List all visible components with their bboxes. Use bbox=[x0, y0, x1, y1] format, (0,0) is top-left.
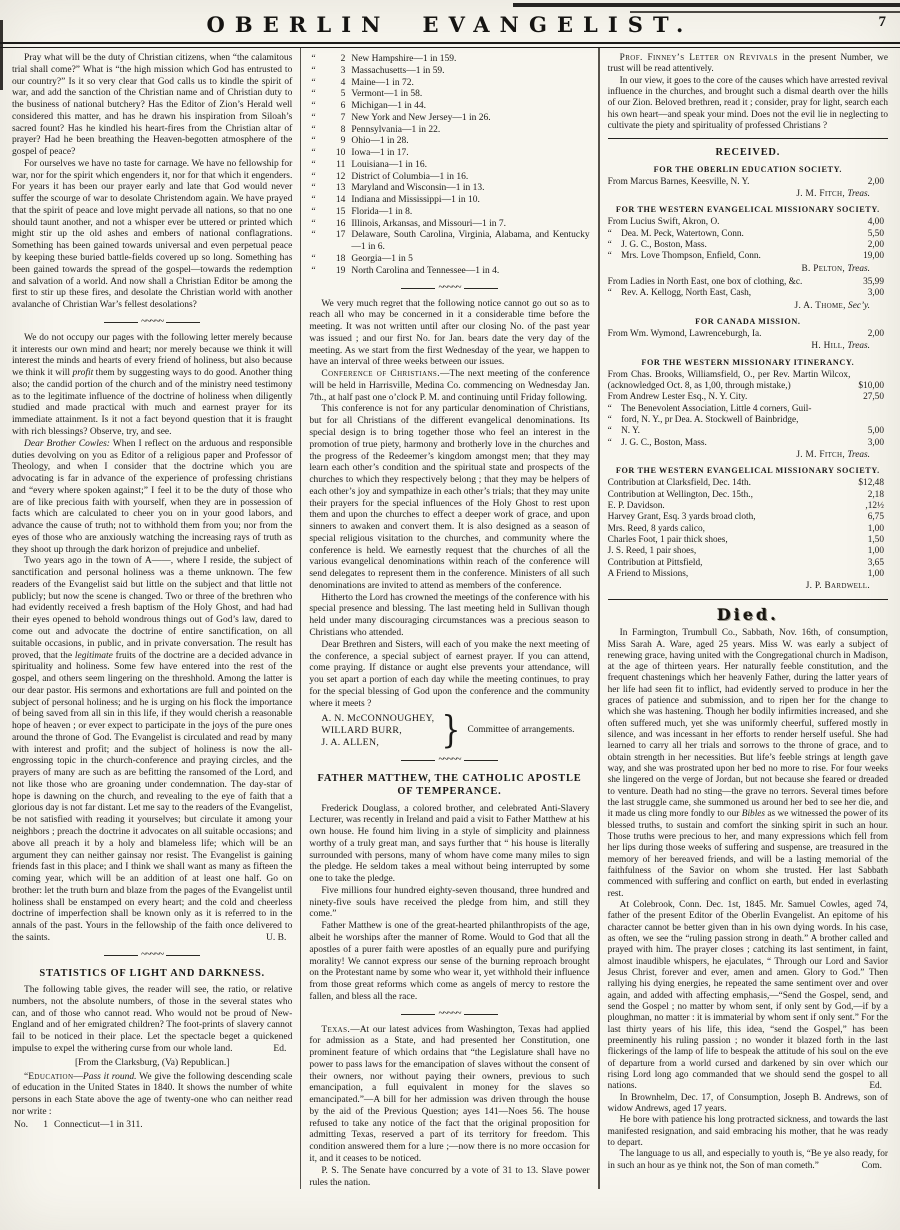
donor-entry: Contribution at Wellington, Dec. 15th., bbox=[607, 489, 753, 500]
list-item bbox=[309, 78, 589, 90]
list-item bbox=[309, 183, 589, 195]
smallcaps-text: Conference of Christians. bbox=[321, 369, 441, 380]
ditto-mark: “ bbox=[311, 171, 316, 182]
state-ratio: Connecticut—1 in 311. bbox=[54, 1119, 143, 1130]
state-ratio: Illinois, Arkansas, and Missouri—1 in 7. bbox=[351, 218, 506, 229]
paragraph bbox=[608, 900, 888, 1093]
officer-name: J. A. Thome, bbox=[794, 300, 846, 311]
divider-wave: ~~~~~ bbox=[438, 754, 461, 766]
committee-member: WILLARD BURR, bbox=[321, 724, 402, 736]
paragraph bbox=[309, 640, 589, 711]
officer-signature bbox=[608, 581, 888, 592]
amount: ,12½ bbox=[865, 501, 884, 512]
ledger-row bbox=[608, 478, 888, 489]
body-text: When I reflect on the arduous and responsible duties devolving on you as Editor of a religious paper and Professor of Theology, and when I consider that the doctrine which you are advocating is far in advance of the experience of professing christians and “every where spoken against;” I feel it to be the duty of those who are of like precious faith with yourself, when they are in possession of facts which are calculated to cheer you on in your good labors, and advance the cause of truth; not to withhold them from you; nor from the eyes of those who are anxiously watching the increasing rays of truth as they shoot up through the dark horizon of prejudice and unbelief. bbox=[12, 438, 293, 555]
list-item bbox=[309, 266, 589, 278]
state-ratio: Vermont—1 in 58. bbox=[351, 89, 423, 100]
section-divider bbox=[12, 951, 292, 960]
rank-number: 5 bbox=[340, 89, 346, 100]
list-item bbox=[309, 125, 589, 137]
amount: 4,00 bbox=[867, 217, 884, 228]
body-text: He bore with patience his long protracted sickness, and towards the last manifested resignation, and said embracing his mother, that he was ready to depart. bbox=[607, 1115, 888, 1148]
officer-signature bbox=[608, 264, 888, 275]
amount: 6,75 bbox=[867, 512, 884, 523]
statistics-list bbox=[12, 1120, 292, 1132]
officer-name: H. Hill, bbox=[811, 341, 845, 352]
smallcaps-text: Texas. bbox=[321, 1024, 351, 1035]
body-text: Father Matthew is one of the great-hearted philanthropists of the age, albeit he worships after the manner of Rome. Would to God that all the apostles of a purer faith were apostles of an equally pure and purifying morality! We cannot express our sense of the burning reproach brought on the Protestant name by some who wear it, yet withhold their influence from those great reforms which come as angels of mercy to restore the fallen, and bless all the race. bbox=[309, 921, 590, 1002]
paragraph bbox=[309, 921, 589, 1003]
ditto-mark: “ bbox=[311, 54, 316, 64]
committee-label: Committee of arrangements. bbox=[467, 725, 575, 736]
column-left bbox=[4, 48, 300, 1189]
list-item bbox=[309, 113, 589, 125]
divider-dash bbox=[401, 288, 435, 289]
divider-wave: ~~~~~ bbox=[141, 949, 164, 961]
paragraph bbox=[12, 556, 292, 944]
rank-number: 10 bbox=[335, 148, 346, 159]
ledger-row bbox=[608, 512, 888, 523]
body-text: Five millions four hundred eighty-seven thousand, three hundred and ninety-five souls have received the pledge from him, and still they come.” bbox=[309, 885, 590, 920]
donor-entry: From Wm. Wymond, Lawrenceburgh, Ia. bbox=[607, 329, 762, 340]
state-ratio: Pennsylvania—1 in 22. bbox=[351, 124, 441, 135]
ditto-mark: “ bbox=[311, 136, 316, 147]
body-text: P. S. The Senate have concurred by a vote of 31 to 13. Slave power rules the nation. bbox=[309, 1165, 590, 1188]
section-divider bbox=[12, 318, 292, 327]
amount: 19,00 bbox=[863, 251, 884, 262]
body-text: “ bbox=[24, 1071, 29, 1082]
divider-dash bbox=[464, 288, 498, 289]
ditto-mark: “ bbox=[311, 124, 316, 135]
ditto-mark: No. bbox=[14, 1119, 28, 1130]
ditto-mark: “ bbox=[311, 159, 316, 170]
ledger-row bbox=[608, 217, 888, 228]
ledger-row bbox=[608, 569, 888, 580]
newspaper-title: OBERLIN EVANGELIST. bbox=[206, 12, 694, 37]
donor-entry: Contribution at Pittsfield, bbox=[607, 557, 703, 568]
amount: 1,00 bbox=[867, 546, 884, 557]
italic-text: legitimate bbox=[74, 650, 113, 661]
donor-entry: Contribution at Clarksfield, Dec. 14th. bbox=[607, 478, 751, 489]
paragraph bbox=[309, 886, 589, 921]
state-ratio: Iowa—1 in 17. bbox=[351, 148, 409, 159]
article-heading: RECEIVED. bbox=[715, 147, 781, 159]
state-ratio: Michigan—1 in 44. bbox=[351, 101, 427, 112]
divider-dash bbox=[464, 1014, 498, 1015]
divider-dash bbox=[401, 1014, 435, 1015]
italic-text: profit bbox=[72, 368, 94, 379]
divider-dash bbox=[464, 760, 498, 761]
amount: 5,50 bbox=[867, 228, 884, 239]
donor-entry: Mrs. Reed, 8 yards calico, bbox=[607, 523, 705, 534]
fund-heading: FOR THE WESTERN EVANGELICAL MISSIONARY SOCIETY. bbox=[615, 466, 880, 476]
credit-line: [From the Clarksburg, (Va) Republican.] bbox=[74, 1057, 230, 1068]
state-ratio: Florida—1 in 8. bbox=[351, 206, 413, 217]
body-text: We very much regret that the following notice cannot go out so as to reach all who may be concerned in it a considerable time before the meeting. It was not written until after our closing No. of the past year was issued ; and our first No. for Jan. bears date the very day of the meeting. As we start from the first Wednesday of the year, we happen to have an interval of three weeks between our issues. bbox=[309, 298, 590, 368]
list-item bbox=[309, 254, 589, 266]
body-text: This conference is not for any particular denomination of Christians, but for all Christians of the different evangelical denominations. Its special design is to bring together those who feel an interest in the promotion of true piety, harmony and brotherly love in the churches and the progress of the Redeemer’s kingdom amongst men; that they may learn each other’s condition and the spiritual state and prospects of the churches to which they respectively belong ; that they may be helpers of each other’s joy and sympathize in each other’s trials; that they may unite their prayers for the special influences of the Holy Ghost to rest upon them and upon the churches to effect a deeper work of grace, and upon sinners to awaken and convert them. It is also designed as a season of special religious visitation to the churches, and community where the conference is held. We earnestly request that the churches of all the various evangelical denominations within reach of the conference will send delegates to represent them in the conference. Ministers of all such denominations are invited to attend as members of the conference. bbox=[309, 404, 590, 591]
amount: 1,50 bbox=[867, 535, 884, 546]
column-layout bbox=[0, 48, 900, 1189]
ledger-row bbox=[608, 524, 888, 535]
state-ratio: North Carolina and Tennessee—1 in 4. bbox=[351, 265, 500, 276]
rank-number: 17 bbox=[335, 230, 346, 241]
state-ratio: Louisiana—1 in 16. bbox=[351, 159, 428, 170]
died-heading: Died. bbox=[716, 604, 779, 624]
officer-signature bbox=[608, 189, 888, 200]
body-text: Dear Brethren and Sisters, will each of you make the next meeting of the conference, a special subject of earnest prayer. If you can attend, come praying. If distance or aught else prevents your attendance, will you set apart a portion of each day while the meeting continues, to pray for the special blessing of God upon the conference and the community where it meets ? bbox=[309, 639, 590, 709]
masthead-rule bbox=[0, 42, 900, 48]
donor-entry: E. P. Davidson. bbox=[607, 501, 665, 512]
amount: $10,00 bbox=[858, 381, 884, 392]
divider-dash bbox=[401, 760, 435, 761]
italic-text: Pass it round. bbox=[82, 1071, 137, 1082]
body-text: as we witnessed the power of its blessed truths, to sustain and comfort the sinking spirit in such an hour. Those truths were precious to her, and many expressions which fell from her lips during those weeks of suffering and suspense, are treasured in the memory of her bereaved friends, and will be a lasting memorial of the faithfulness of the Savior on whom she trusted. Her last Sabbath commenced with suffering and conflict on earth, but ended in everlasting rest. bbox=[607, 809, 888, 899]
list-item bbox=[309, 101, 589, 113]
paragraph bbox=[309, 299, 589, 370]
committee-names bbox=[321, 713, 434, 750]
body-text: We give the following descending scale of education in the United States in 1840. It shows the number of white persons in each State above the age of twenty-one who can neither read nor write : bbox=[12, 1071, 293, 1117]
ledger-row bbox=[608, 558, 888, 569]
ledger-row bbox=[608, 177, 888, 188]
italic-text: Bibles bbox=[741, 809, 766, 820]
body-text: Pray what will be the duty of Christian citizens, when “the calamitous trial shall come?” What is “the high mission which God has entrusted to our country?” Is it so very clear that God calls us to kindle the spirit of war, and add the sanction of the Christian name and of Christian duty to the business of national butchery? Has the Editor of Zion’s Herald well considered this matter, and has he drawn his inspiration from Siloah’s sacred fount? Has he kindled his heart-fires from the Christian altar of prayer? Had he been breathing the Heaven-begotten atmosphere of the gospel of peace? bbox=[12, 53, 293, 158]
rank-number: 11 bbox=[336, 159, 346, 170]
amount: 2,00 bbox=[867, 329, 884, 340]
body-text: Two years ago in the town of A——, where I reside, the subject of sanctification and personal holiness was a theme unknown. The few readers of the Evangelist said but little on the subject and that little not publicly; but now the scene is changed. Two or three of the brethren who had evidently received a fresh baptism of the Holy Ghost, and had had their eyes opened to behold wondrous things out of God’s law, dared to come out and advocate the doctrine of entire sanctification, on all suitable occasions, in public, and in private conversation. The result has proved, that the bbox=[12, 556, 293, 661]
ditto-mark: “ bbox=[311, 254, 316, 265]
body-text: Hitherto the Lord has crowned the meetings of the conference with his special presence and blessing. The last meeting held in Sullivan though held under many discouraging circumstances was a precious season to Christians who attended. bbox=[309, 592, 590, 638]
paragraph bbox=[309, 1166, 589, 1190]
smallcaps-text: Education bbox=[28, 1071, 74, 1082]
committee-block bbox=[321, 708, 589, 753]
officer-signature bbox=[608, 341, 888, 352]
amount: 2,18 bbox=[867, 489, 884, 500]
amount: 1,00 bbox=[867, 569, 884, 579]
paragraph bbox=[608, 53, 888, 76]
ditto-mark: “ bbox=[311, 89, 316, 100]
list-item bbox=[309, 195, 589, 207]
amount: 3,00 bbox=[867, 288, 884, 299]
body-text: The following table gives, the reader will see, the ratio, or relative numbers, not the absolute numbers, of those in the several states who can, and of those who cannot read. Who would not be proud of New-England and of her emigrated children? The foot-prints of slavery cannot fail to be noticed in their place. Let the spectacle beget a quickened impulse to expel the withering curse from our whole land. bbox=[12, 985, 293, 1054]
officer-title: Sec’y. bbox=[845, 300, 870, 311]
donor-entry: “ The Benevolent Association, Little 4 corners, Guil- bbox=[607, 403, 812, 414]
ditto-mark: “ bbox=[311, 112, 316, 123]
ledger-row bbox=[608, 288, 888, 299]
divider-dash bbox=[104, 322, 138, 323]
body-text: We do not occupy our pages with the following letter merely because it interests our own mind and heart; nor merely because we think it will interest the minds and hearts of every friend of holiness, but also because we think it will bbox=[12, 332, 293, 379]
ledger-row bbox=[608, 501, 888, 512]
body-text: —At our latest advices from Washington, Texas had applied for admission as a State, and had presented her Constitution, one prominent feature of which ordains that “the Legislature shall have no power to pass laws for the emancipation of slaves without the consent of their owners, nor without paying their owners, previous to such emancipation, a full equivalent in money for the slaves so emancipated.”—A bill for her admission was driven through the house by the aid of the Previous Question; ayes 141—Noes 56. The house refused to take any notice of the fact that the original proposition for admitting Texas, reserved a part of its territory for freedom. This condition answered them for a lure ;—now there is no more occasion for it, and it ceases to be noticed. bbox=[309, 1024, 590, 1164]
rank-number: 15 bbox=[335, 206, 346, 217]
ledger-row bbox=[608, 546, 888, 557]
donor-entry: “ ford, N. Y., pr Dea. A. Stockwell of Bainbridge, bbox=[607, 415, 799, 426]
body-text: In Brownhelm, Dec. 17, of Consumption, Joseph B. Andrews, son of widow Andrews, aged 17 years. bbox=[607, 1092, 888, 1114]
officer-title: Treas. bbox=[845, 263, 870, 274]
ditto-mark: “ bbox=[311, 265, 316, 276]
amount: 3,00 bbox=[867, 437, 884, 448]
masthead bbox=[0, 0, 900, 48]
author-initials: U. B. bbox=[266, 932, 287, 943]
paragraph bbox=[608, 1115, 888, 1149]
rank-number: 8 bbox=[340, 124, 346, 135]
brace-glyph: } bbox=[441, 708, 461, 753]
officer-name: J. P. Bardwell. bbox=[805, 581, 870, 592]
ditto-mark: “ bbox=[311, 65, 316, 76]
state-ratio: Massachusetts—1 in 59. bbox=[351, 65, 445, 76]
horizontal-rule bbox=[608, 599, 888, 600]
rank-number: 16 bbox=[335, 218, 346, 229]
state-ratio: Delaware, South Carolina, Virginia, Alabama, and Kentucky—1 in 6. bbox=[351, 230, 590, 253]
body-text: For ourselves we have no taste for carnage. We have no fellowship for war, nor for the spirit which engenders it, nor for that which it engenders. For years it has been our prayer early and late that God would never suffer the scourge of war to desolate Christendom again. We have prayed that the spirit of peace and love might pervade all nations, so that no one should taunt another, and not a whisper ever be uttered or printed which might stir up the old ashes and embers of national conflagrations. Something has been gained towards universal and even perpetual peace by keeping these buried battle-fields covered up so long. Something has been gained towards the spread of the gospel—towards the redemption and salvation of a world. And now shall a Christian Editor be among the first to stir up these fires, and desolate the Christian world with another avalanche of Christian War’s fellest desolations? bbox=[12, 158, 293, 311]
paragraph bbox=[12, 439, 292, 557]
list-item bbox=[309, 172, 589, 184]
author-initials: Ed. bbox=[273, 1044, 287, 1054]
donor-entry: “ J. G. C., Boston, Mass. bbox=[607, 240, 707, 251]
list-item bbox=[309, 207, 589, 219]
paragraph bbox=[12, 985, 292, 1056]
ledger-row bbox=[608, 415, 888, 426]
ditto-mark: “ bbox=[311, 183, 316, 194]
rank-number: 9 bbox=[340, 136, 346, 147]
list-item bbox=[309, 66, 589, 78]
paragraph bbox=[608, 1093, 888, 1116]
section-divider bbox=[309, 756, 589, 765]
rank-number: 18 bbox=[335, 254, 346, 265]
list-item bbox=[309, 136, 589, 148]
paragraph bbox=[608, 628, 888, 900]
state-ratio: Georgia—1 in 5 bbox=[351, 254, 413, 265]
divider-dash bbox=[166, 955, 200, 956]
section-divider bbox=[309, 1010, 589, 1019]
amount: 2,00 bbox=[867, 176, 884, 187]
rank-number: 7 bbox=[340, 112, 346, 123]
state-ratio: New Hampshire—1 in 159. bbox=[351, 54, 457, 64]
fund-heading: FOR CANADA MISSION. bbox=[695, 317, 801, 327]
amount: 27,50 bbox=[863, 392, 884, 403]
donor-entry: J. S. Reed, 1 pair shoes, bbox=[607, 546, 697, 557]
committee-member: J. A. ALLEN, bbox=[321, 737, 380, 749]
ledger-row bbox=[608, 426, 888, 437]
donor-entry: From Ladies in North East, one box of clothing, &c. bbox=[607, 277, 803, 288]
state-ratio: Maryland and Wisconsin—1 in 13. bbox=[351, 183, 485, 194]
donor-entry: From Andrew Lester Esq., N. Y. City. bbox=[607, 392, 748, 403]
state-ratio: Indiana and Mississippi—1 in 10. bbox=[351, 195, 480, 206]
donor-entry: “ Dea. M. Peck, Watertown, Conn. bbox=[607, 228, 744, 239]
officer-signature bbox=[608, 450, 888, 461]
author-initials: Ed. bbox=[869, 1081, 882, 1092]
ledger-row bbox=[608, 251, 888, 262]
donor-entry: From Chas. Brooks, Williamsfield, O., per Rev. Martin Wilcox, (acknowledged Oct. 8, as 1,00, through mistake,) bbox=[607, 369, 853, 392]
author-initials: Com. bbox=[861, 1160, 882, 1171]
officer-name: J. M. Fitch, bbox=[796, 450, 845, 461]
ledger-row bbox=[608, 392, 888, 403]
donor-entry: Harvey Grant, Esq. 3 yards broad cloth, bbox=[607, 512, 756, 523]
ledger-row bbox=[608, 535, 888, 546]
donor-entry: “ Rev. A. Kellogg, North East, Cash, bbox=[607, 288, 752, 299]
rank-number: 4 bbox=[340, 77, 346, 88]
amount: 1,00 bbox=[867, 523, 884, 534]
italic-text: Dear Brother Cowles: bbox=[24, 438, 110, 449]
body-text: — bbox=[73, 1071, 83, 1082]
section-divider bbox=[309, 284, 589, 293]
amount: 3,65 bbox=[867, 557, 884, 568]
rank-number: 2 bbox=[340, 54, 346, 64]
ditto-mark: “ bbox=[311, 101, 316, 112]
amount: 2,00 bbox=[867, 240, 884, 251]
column-middle bbox=[300, 48, 597, 1189]
body-text: —The next meeting of the conference will be held in Harrisville, Medina Co. commencing on Wednesday Jan. 7th., at half past one o’clock P. M. and continuing until Friday following. bbox=[309, 369, 590, 403]
paragraph bbox=[309, 1025, 589, 1166]
body-text: In Farmington, Trumbull Co., Sabbath, Nov. 16th, of consumption, Miss Sarah A. Ware, aged 25 years. Miss W. was early a subject of renewing grace, having united with the Congregational church in Madison, at the age of thirteen years. Her naturally feeble constitution, and the frequent chastenings which her heavenly Father, during the latter years of her life had seen fit to inflict, had evidently served to produce in her the graces of patience and submission, and to ripen her for the change to which she was hastening. Though her bodily infirmities increased, and she often suffered much, yet she was uniformly cheerful, suffered mostly in silence, and was incessant in her efforts to render herself useful. She had learned to carry all her trials and sorrows to the throne of grace, and to obtain strength in her necessities. But life’s feeble strings at length gave way, and she was prostrated upon her bed no more to rise. For four weeks she lingered on the verge of Jordan, but not because she feared or dreaded to venture. Death had no sting—the grave no terrors. Several times before the last struggle came, she summoned us around her bed to see her die, and it made us cling more fondly to our bbox=[607, 628, 888, 820]
paragraph bbox=[12, 1072, 292, 1119]
horizontal-rule bbox=[608, 138, 888, 139]
state-ratio: District of Columbia—1 in 16. bbox=[351, 171, 469, 182]
ditto-mark: “ bbox=[311, 206, 316, 217]
committee-member: A. N. McCONNOUGHEY, bbox=[321, 712, 435, 724]
ditto-mark: “ bbox=[311, 218, 316, 229]
paragraph bbox=[309, 369, 589, 404]
page-number: 7 bbox=[878, 14, 886, 30]
officer-signature bbox=[608, 301, 888, 312]
ditto-mark: “ bbox=[311, 77, 316, 88]
column-right bbox=[598, 48, 896, 1189]
divider-dash bbox=[166, 322, 200, 323]
paragraph bbox=[309, 404, 589, 592]
list-item bbox=[12, 1120, 292, 1132]
donor-entry: From Lucius Swift, Akron, O. bbox=[607, 217, 720, 228]
body-text: In our view, it goes to the core of the causes which have arrested revival influence in the churches, and brought such a dismal dearth over the hills of our Zion. Beloved brethren, read it ; consider, pray for light, search each his own heart—and speak your mind. Does not the evil lie in neglecting to cultivate the piety and spirituality of professed Christians ? bbox=[607, 75, 888, 131]
rank-number: 6 bbox=[340, 101, 346, 112]
ledger-row bbox=[608, 370, 888, 393]
donor-entry: “ J. G. C., Boston, Mass. bbox=[607, 437, 707, 448]
paragraph bbox=[12, 159, 292, 312]
paragraph bbox=[309, 804, 589, 886]
list-item bbox=[309, 219, 589, 231]
amount: $12,48 bbox=[858, 478, 884, 489]
paragraph bbox=[12, 333, 292, 439]
fund-heading: FOR THE OBERLIN EDUCATION SOCIETY. bbox=[653, 164, 842, 174]
paragraph bbox=[309, 593, 589, 640]
body-text: them by suggesting ways to do good. Another thing also; the candid portion of the church and of the ministry need testimony as to the legitimate influence of the doctrine of holiness when diligently studied and made practical with much and earnest prayer for its immediate attainment. Is it not a fact beyond question that it is fraught with rich blessings? Observe, try, and see. bbox=[12, 368, 293, 437]
list-item bbox=[309, 89, 589, 101]
officer-title: Treas. bbox=[845, 341, 870, 352]
list-item bbox=[309, 54, 589, 66]
donor-entry: “ Mrs. Love Thompson, Enfield, Conn. bbox=[607, 251, 761, 262]
donor-entry: Charles Foot, 1 pair thick shoes, bbox=[607, 535, 728, 546]
smallcaps-text: Prof. Finney’s Letter on Revivals bbox=[619, 53, 778, 63]
ditto-mark: “ bbox=[311, 148, 316, 159]
divider-dash bbox=[104, 955, 138, 956]
officer-name: B. Pelton, bbox=[801, 263, 845, 274]
ditto-mark: “ bbox=[311, 195, 316, 206]
statistics-list bbox=[309, 54, 589, 278]
rank-number: 14 bbox=[335, 195, 346, 206]
state-ratio: Maine—1 in 72. bbox=[351, 77, 414, 88]
rank-number: 3 bbox=[340, 65, 346, 76]
body-text: Frederick Douglass, a colored brother, and celebrated Anti-Slavery Lecturer, was recently in Ireland and paid a visit to Father Matthew at his own house. He found him living in a style of simplicity and plainness worthy of a truly great man, and says further that “ his house is literally surrounded with persons, many of whom have come many miles to sign the pledge. He seldom takes a meal without being interrupted by some one to take the pledge. bbox=[309, 803, 590, 885]
body-text: fruits of the doctrine are a decided advance in spirituality and holiness. Some few have entered into the rest of the gospel, and others seem lingering on the threshhold. Among the latter is our dear pastor. His sermons and exhortations are full and pointed on the subject of personal holiness; and he is urging on his flock the importance of being saved from all sin in this life, if they would cherish a reasonable hope of heaven ; or ever expect to participate in the joys of the pure ones around the throne of God. The Evangelist is circulated and read by many with interest and profit; and the subject of holiness is now the all-engrossing topic in the church-conference and praying circles, and the prayers of many are such as are befitting the ransomed of the Lord, and not like those who are groaning under condemnation. The day-star of hope is dawning on the church, and revealing to the eye of faith that a glorious day is not far distant. Let me say to the readers of the Evangelist, be not satisfied with reading it yourselves; but circulate it among your neighbors ; preach the doctrine it advocates on all suitable occasions; and above all preach it by a holy and blameless life; which will be an argument they can neither gainsay nor resist. The Evangelist is gaining friends fast in this place; and I think we shall want as many as fifteen the coming year, which will be an addition of at least one half. Go on brother: let the truth burn and blaze from the pages of the Evangelist until holiness shall be enstamped on every heart; and the cold and cheerless doctrine of imperfection shall be known only as it is referred to in the annals of the past. Yours in the fellowship of the faith once delivered to the saints. bbox=[12, 650, 293, 943]
officer-title: Treas. bbox=[845, 189, 870, 200]
list-item bbox=[309, 230, 589, 254]
body-text: At Colebrook, Conn. Dec. 1st, 1845. Mr. Samuel Cowles, aged 74, father of the present Editor of the Oberlin Evangelist. An epitome of his character cannot be better given than in his own dying words. In his case, as often, we see the “ruling passion strong in death.” A brother called and prayed with him. The prayer closes ; catching its last sentiment, in faint, almost inaudible whispers, he ejaculates, “ Through our Lord and Savior Jesus Christ, forever and ever, amen and amen. Glory to God.” Then rallying his dying energies, he repeated the same sentiment over and over again, and added with affecting emphasis,—“Send the Gospel, send, and send the Gospel ; no matter by whom sent, if only sent by God,—if by a ploughman, no matter : it is immaterial by whom sent if only sent.” For the last thirty years of his life, this idea, “send the Gospel,” has been preeminently his ruling passion ; no wonder it blazed forth in the last flickerings of the lamp of life to bespeak the attitude of his soul on the eve of departure from a world cursed and darkened by sin over which our rising Lord long ago commanded that we should send the gospel to all nations. bbox=[607, 900, 888, 1092]
body-text: in the present Number, we trust will be read attentively. bbox=[607, 53, 888, 75]
donor-entry: “ N. Y. bbox=[607, 426, 640, 437]
amount: 35,99 bbox=[863, 277, 884, 288]
rank-number: 13 bbox=[335, 183, 346, 194]
ledger-row bbox=[608, 277, 888, 288]
state-ratio: Ohio—1 in 28. bbox=[351, 136, 409, 147]
divider-wave: ~~~~~ bbox=[438, 1008, 461, 1020]
rank-number: 12 bbox=[335, 171, 346, 182]
list-item bbox=[309, 160, 589, 172]
officer-name: J. M. Fitch, bbox=[796, 189, 845, 200]
donor-entry: From Marcus Barnes, Keesville, N. Y. bbox=[607, 176, 750, 187]
ledger-row bbox=[608, 490, 888, 501]
paragraph bbox=[12, 53, 292, 159]
amount: 5,00 bbox=[867, 426, 884, 437]
ditto-mark: “ bbox=[311, 230, 316, 241]
divider-wave: ~~~~~ bbox=[438, 282, 461, 294]
donor-entry: A Friend to Missions, bbox=[607, 569, 689, 579]
ledger-row bbox=[608, 404, 888, 415]
fund-heading: FOR THE WESTERN EVANGELICAL MISSIONARY SOCIETY. bbox=[615, 205, 880, 215]
rank-number: 1 bbox=[43, 1119, 48, 1130]
fund-heading: FOR THE WESTERN MISSIONARY ITINERANCY. bbox=[641, 357, 855, 367]
list-item bbox=[309, 148, 589, 160]
ledger-row bbox=[608, 229, 888, 240]
article-heading: STATISTICS OF LIGHT AND DARKNESS. bbox=[39, 967, 265, 979]
rank-number: 19 bbox=[335, 265, 346, 276]
paragraph bbox=[608, 76, 888, 133]
body-text: The language to us all, and especially to youth is, “Be ye also ready, for in such an hour as ye think not, the Son of man cometh.” bbox=[607, 1149, 888, 1171]
divider-wave: ~~~~~ bbox=[141, 316, 164, 328]
article-heading: FATHER MATTHEW, THE CATHOLIC APOSTLE OF TEMPERANCE. bbox=[317, 772, 582, 798]
paragraph bbox=[608, 1149, 888, 1172]
state-ratio: New York and New Jersey—1 in 26. bbox=[351, 112, 491, 123]
ledger-row bbox=[608, 329, 888, 340]
ledger-row bbox=[608, 240, 888, 251]
officer-title: Treas. bbox=[845, 450, 870, 461]
ledger-row bbox=[608, 438, 888, 449]
